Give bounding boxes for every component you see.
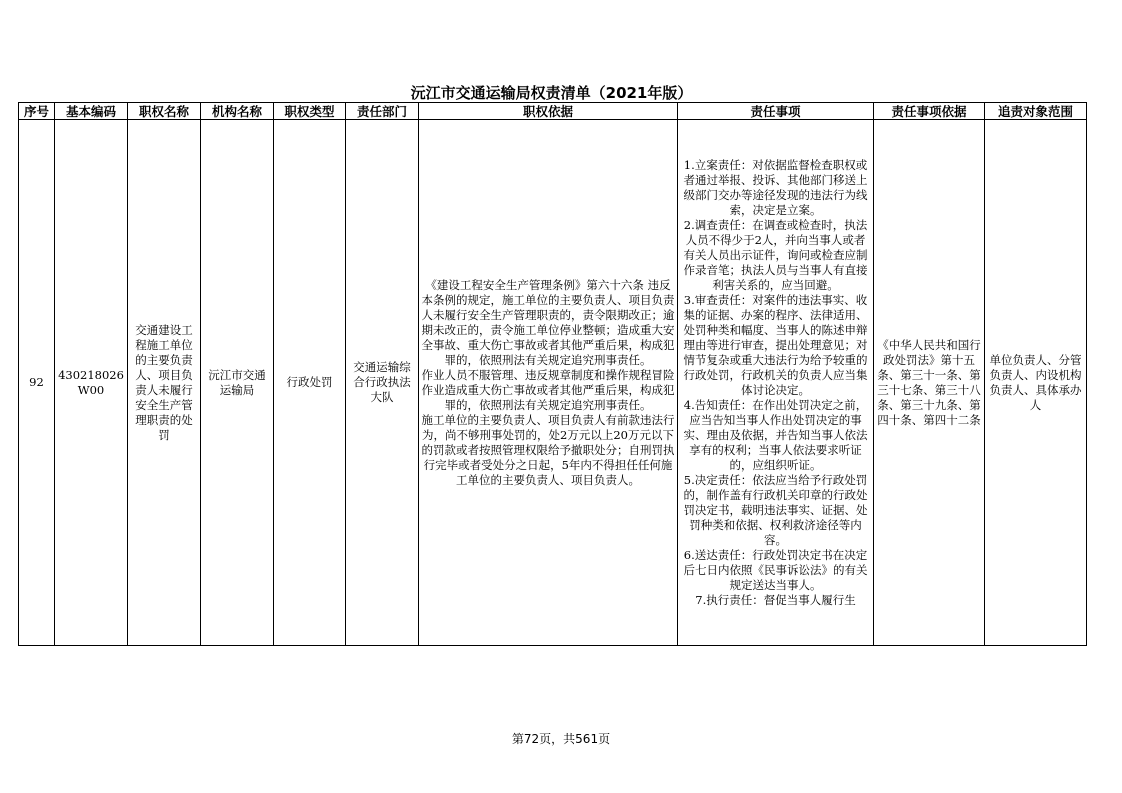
cell-seq: 92 xyxy=(19,120,55,646)
header-seq: 序号 xyxy=(19,103,55,120)
cell-power-name: 交通建设工程施工单位的主要负责人、项目负责人未履行安全生产管理职责的处罚 xyxy=(128,120,201,646)
header-code: 基本编码 xyxy=(55,103,128,120)
duty-item: 2.调查责任：在调查或检查时，执法人员不得少于2人，并向当事人或者有关人员出示证件，询问或检查应制作录音笔；执法人员与当事人有直接利害关系的，应当回避。 xyxy=(683,217,868,292)
cell-power-type: 行政处罚 xyxy=(274,120,346,646)
header-duty-basis: 责任事项依据 xyxy=(874,103,985,120)
basis-paragraph: 施工单位的主要负责人、项目负责人有前款违法行为，尚不够刑事处罚的，处2万元以上20万元以下的罚款或者按照管理权限给予撤职处分；自刑罚执行完毕或者受处分之日起，5年内不得担任任何施工单位的主要负责人、项目负责人。 xyxy=(421,412,675,487)
table-row xyxy=(19,120,1087,646)
cell-code: 430218026W00 xyxy=(55,120,128,646)
cell-org-name: 沅江市交通运输局 xyxy=(201,120,274,646)
header-row xyxy=(19,103,1087,120)
basis-paragraph: 作业人员不服管理、违反规章制度和操作规程冒险作业造成重大伤亡事故或者其他严重后果，构成犯罪的，依照刑法有关规定追究刑事责任。 xyxy=(421,367,675,412)
power-list-table xyxy=(18,102,1087,646)
cell-dept: 交通运输综合行政执法大队 xyxy=(346,120,419,646)
cell-duties xyxy=(678,120,874,646)
header-accountability: 追责对象范围 xyxy=(985,103,1087,120)
header-power-name: 职权名称 xyxy=(128,103,201,120)
duty-item: 1.立案责任：对依据监督检查职权或者通过举报、投诉、其他部门移送上级部门交办等途径发现的违法行为线索，决定是立案。 xyxy=(683,157,868,217)
cell-basis xyxy=(419,120,678,646)
header-duties: 责任事项 xyxy=(678,103,874,120)
header-dept: 责任部门 xyxy=(346,103,419,120)
page-title: 沅江市交通运输局权责清单（2021年版） xyxy=(410,84,693,102)
header-basis: 职权依据 xyxy=(419,103,678,120)
duty-item: 4.告知责任：在作出处罚决定之前，应当告知当事人作出处罚决定的事实、理由及依据，并告知当事人依法享有的权利；当事人依法要求听证的，应组织听证。 xyxy=(683,397,868,472)
duty-item: 5.决定责任：依法应当给予行政处罚的，制作盖有行政机关印章的行政处罚决定书，载明违法事实、证据、处罚种类和依据、权利救济途径等内容。 xyxy=(683,472,868,547)
basis-paragraph: 《建设工程安全生产管理条例》第六十六条 违反本条例的规定，施工单位的主要负责人、项目负责人未履行安全生产管理职责的，责令限期改正；逾期未改正的，责令施工单位停业整顿；造成重大安全事故、重大伤亡事故或者其他严重后果，构成犯罪的，依照刑法有关规定追究刑事责任。 xyxy=(421,277,675,367)
cell-accountability: 单位负责人、分管负责人、内设机构负责人、具体承办人 xyxy=(985,120,1087,646)
duty-item: 3.审查责任：对案件的违法事实、收集的证据、办案的程序、法律适用、处罚种类和幅度、当事人的陈述申辩理由等进行审查，提出处理意见；对情节复杂或重大违法行为给予较重的行政处罚，行政机关的负责人应当集体讨论决定。 xyxy=(683,292,868,397)
cell-duty-basis: 《中华人民共和国行政处罚法》第十五条、第三十一条、第三十七条、第三十八条、第三十九条、第四十条、第四十二条 xyxy=(874,120,985,646)
header-power-type: 职权类型 xyxy=(274,103,346,120)
duty-item: 7.执行责任：督促当事人履行生 xyxy=(695,592,856,607)
page-number: 第72页，共561页 xyxy=(511,732,611,746)
duty-item: 6.送达责任：行政处罚决定书在决定后七日内依照《民事诉讼法》的有关规定送达当事人。 xyxy=(683,547,868,592)
header-org-name: 机构名称 xyxy=(201,103,274,120)
